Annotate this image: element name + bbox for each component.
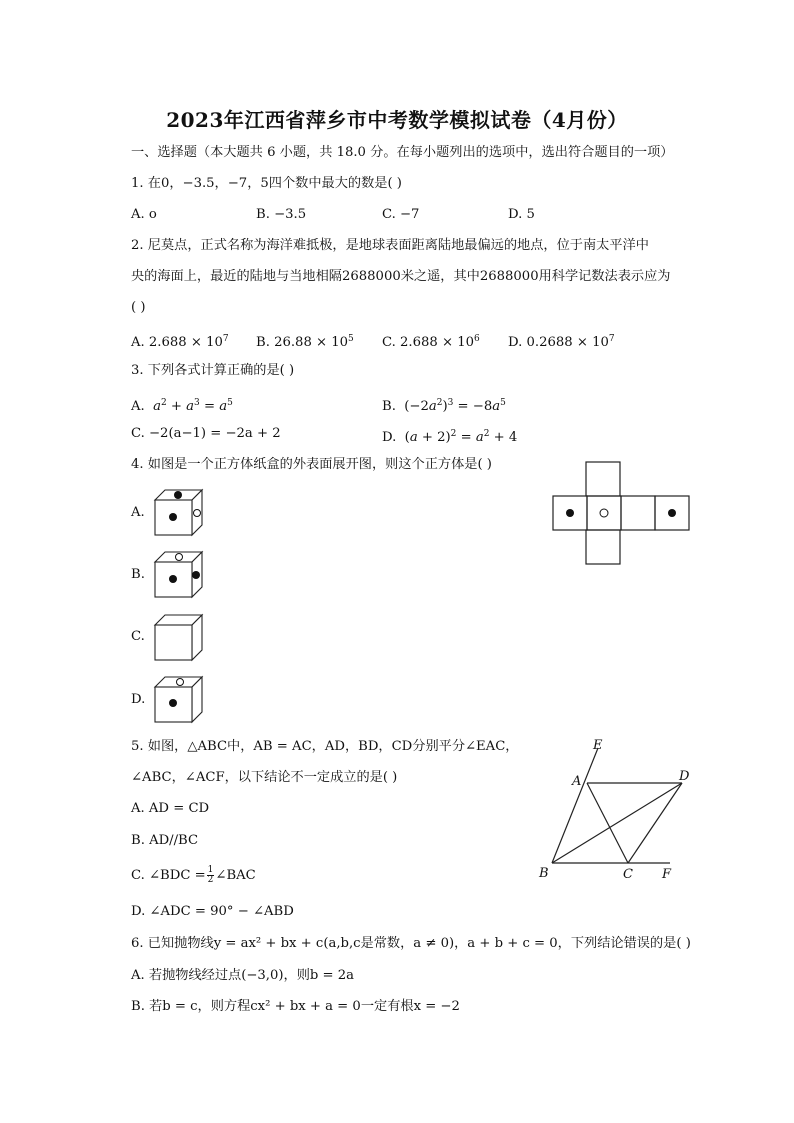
label-A: A <box>572 774 582 789</box>
q6-stem: 6. 已知抛物线y = ax² + bx + c(a,b,c是常数，a ≠ 0)，a + b + c = 0，下列结论错误的是( ) <box>131 936 691 951</box>
q1-option-b: B. −3.5 <box>256 207 307 222</box>
q4-stem: 4. 如图是一个正方体纸盒的外表面展开图，则这个正方体是( ) <box>131 457 492 472</box>
q4-option-a-cube <box>154 489 204 537</box>
q2-line2: 央的海面上，最近的陆地与当地相隔2688000米之遥，其中2688000用科学记数法表示应为 <box>131 269 671 284</box>
q1-option-c: C. −7 <box>382 207 420 222</box>
q6-option-a: A. 若抛物线经过点(−3,0)，则b = 2a <box>131 968 355 983</box>
label-E: E <box>593 738 603 753</box>
q1-option-d: D. 5 <box>508 207 535 222</box>
q3-option-d: D. $(a + 2)^2 = a^2 + 4$ <box>382 429 518 445</box>
q5-option-b: B. AD//BC <box>131 833 199 848</box>
q2-option-a: A. $2.688 \times 10^7$ <box>131 334 229 350</box>
q5-option-c: C. ∠BDC = $\frac{1}{2}$ ∠BAC <box>131 865 256 885</box>
q5-line2: ∠ABC，∠ACF，以下结论不一定成立的是( ) <box>131 770 398 785</box>
q5-option-d: D. ∠ADC = 90° − ∠ABD <box>131 904 294 919</box>
q2-option-c: C. $2.688 \times 10^6$ <box>382 334 480 350</box>
q1-stem: 1. 在0，−3.5，−7，5四个数中最大的数是( ) <box>131 176 402 191</box>
q2-line1: 2. 尼莫点，正式名称为海洋难抵极，是地球表面距离陆地最偏远的地点，位于南太平洋中 <box>131 238 649 253</box>
q2-option-b: B. $26.88 \times 10^5$ <box>256 334 354 350</box>
label-F: F <box>662 867 672 882</box>
q4-option-b-label: B. <box>131 567 145 582</box>
q3-stem: 3. 下列各式计算正确的是( ) <box>131 363 295 378</box>
label-C: C <box>623 867 633 882</box>
section-heading: 一、选择题（本大题共 6 小题，共 18.0 分。在每小题列出的选项中，选出符合题目的一项） <box>131 145 674 160</box>
q2-option-d: D. $0.2688 \times 10^7$ <box>508 334 615 350</box>
label-D: D <box>679 769 690 784</box>
q4-option-c-cube <box>154 614 204 662</box>
q4-option-b-cube <box>154 551 204 599</box>
q6-option-b: B. 若b = c，则方程cx² + bx + a = 0一定有根x = −2 <box>131 999 460 1014</box>
q2-line3: ( ) <box>131 300 146 315</box>
q1-option-a: A. o <box>131 207 157 222</box>
q4-option-d-cube <box>154 676 204 724</box>
q5-line1: 5. 如图，△ABC中，AB = AC，AD，BD，CD分别平分∠EAC， <box>131 739 519 754</box>
q3-option-b: B. $(-2a^2)^3 = -8a^5$ <box>382 398 506 414</box>
label-B: B <box>539 866 549 881</box>
q5-geometry-figure <box>530 735 700 885</box>
q4-option-c-label: C. <box>131 629 145 644</box>
q3-option-a: A. $a^2 + a^3 = a^5$ <box>131 398 233 414</box>
q4-option-a-label: A. <box>131 505 145 520</box>
page-title: 2023年江西省萍乡市中考数学模拟试卷（4月份） <box>166 108 628 132</box>
q5-option-a: A. AD = CD <box>131 801 210 816</box>
q3-option-c: C. −2(a−1) = −2a + 2 <box>131 426 281 441</box>
cube-net-figure <box>552 461 689 565</box>
q4-option-d-label: D. <box>131 692 146 707</box>
